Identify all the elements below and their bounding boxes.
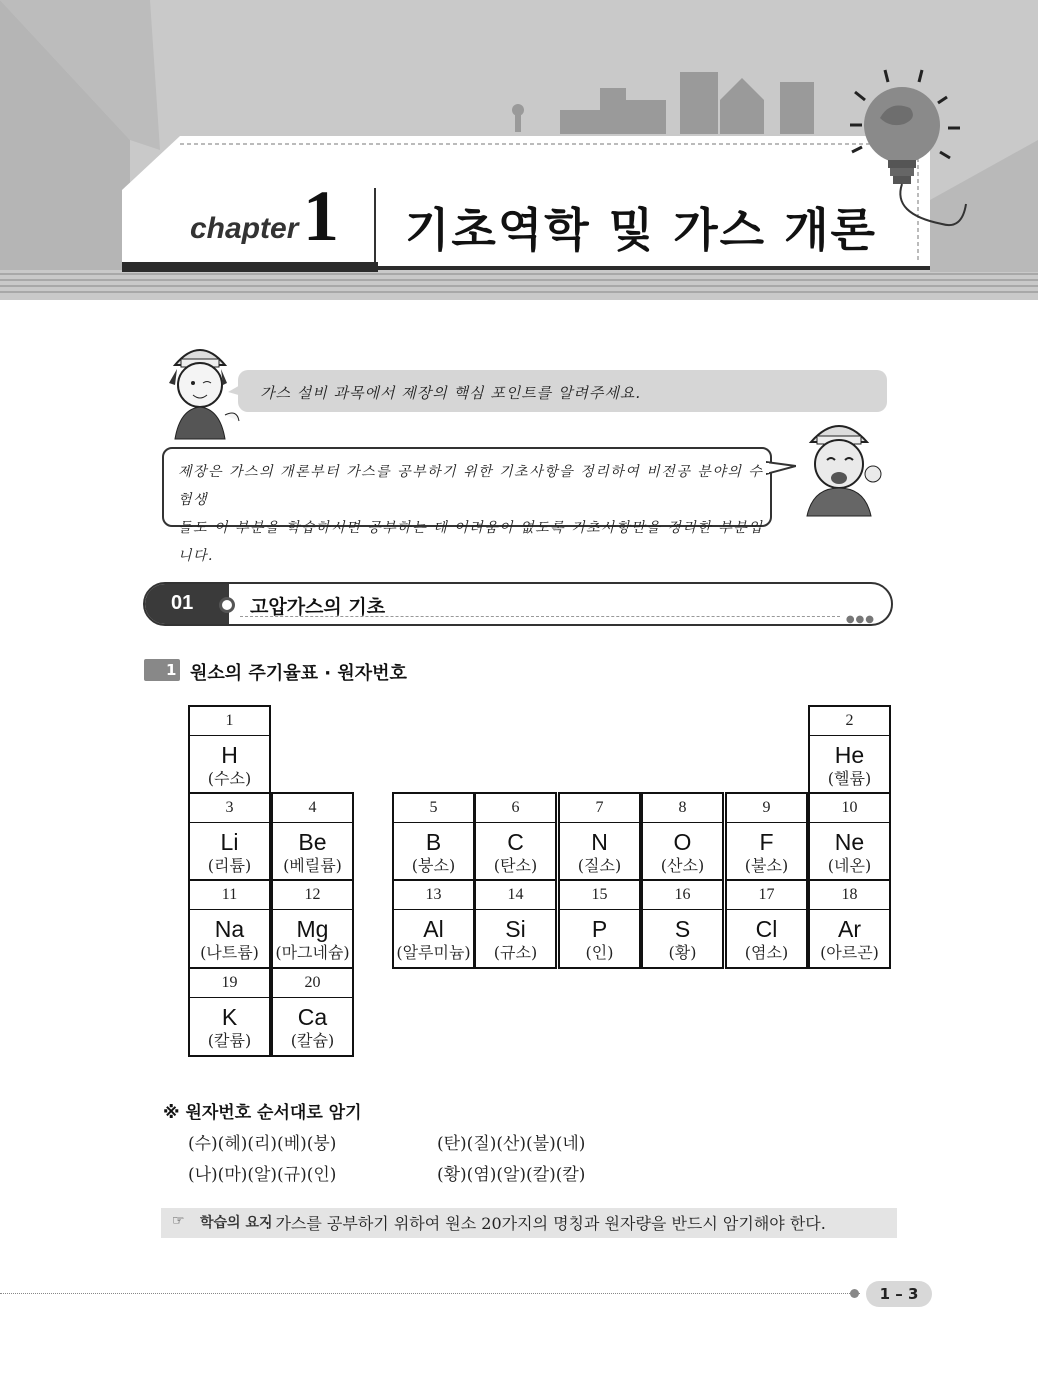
answer-text — [178, 458, 768, 570]
element-cell — [188, 967, 271, 1057]
element-korean-name: (나트륨) — [200, 943, 259, 962]
memo-line: (나)(마)(알)(규)(인) — [188, 1165, 337, 1185]
element-symbol: N — [591, 829, 608, 855]
element-symbol: Ar — [838, 916, 861, 942]
element-cell — [474, 879, 557, 969]
answer-line: 들도 이 부분을 학습하시면 공부하는 데 어려움이 없도록 기초사항만을 정리한 부분입니다. — [178, 520, 764, 564]
atomic-number: 10 — [810, 794, 889, 823]
section-bullet-icon — [219, 597, 235, 613]
element-cell — [808, 705, 891, 795]
element-cell — [188, 792, 271, 882]
memo-line: (탄)(질)(산)(불)(네) — [437, 1134, 586, 1154]
atomic-number: 12 — [273, 881, 352, 910]
element-cell — [271, 792, 354, 882]
element-symbol: Na — [214, 916, 245, 942]
teacher-character-icon — [793, 412, 888, 517]
chapter-title: 기초역학 및 가스 개론 — [405, 203, 877, 257]
answer-line: 제장은 가스의 개론부터 가스를 공부하기 위한 기초사항을 정리하여 비전공 분야의 수험생 — [178, 464, 764, 508]
element-symbol: Ne — [834, 829, 865, 855]
element-symbol: Si — [505, 916, 526, 942]
element-symbol: Ca — [297, 1004, 328, 1030]
element-cell — [725, 879, 808, 969]
element-korean-name: (불소) — [744, 856, 789, 875]
element-cell — [808, 792, 891, 882]
element-cell — [641, 792, 724, 882]
atomic-number: 13 — [394, 881, 473, 910]
element-symbol: B — [425, 829, 442, 855]
element-cell — [725, 792, 808, 882]
element-korean-name: (탄소) — [493, 856, 538, 875]
element-symbol: He — [834, 742, 865, 768]
pointing-hand-icon: ☞ — [172, 1213, 185, 1229]
atomic-number: 20 — [273, 969, 352, 998]
element-korean-name: (산소) — [660, 856, 705, 875]
footer-rule — [0, 1293, 860, 1294]
atomic-number: 5 — [394, 794, 473, 823]
atomic-number: 4 — [273, 794, 352, 823]
element-cell — [392, 792, 475, 882]
tip-label: 학습의 요지 — [200, 1215, 273, 1231]
element-cell — [474, 792, 557, 882]
element-korean-name: (마그네슘) — [275, 943, 350, 962]
section-number: 01 — [171, 592, 194, 614]
atomic-number: 6 — [476, 794, 555, 823]
atomic-number: 2 — [810, 707, 889, 736]
bubble-tail-icon — [766, 458, 796, 478]
element-cell — [392, 879, 475, 969]
section-heading — [143, 582, 893, 626]
element-symbol: Al — [423, 916, 444, 942]
element-symbol: O — [673, 829, 692, 855]
element-symbol: Cl — [755, 916, 778, 942]
element-cell — [808, 879, 891, 969]
atomic-number: 16 — [643, 881, 722, 910]
chapter-label: chapter — [190, 212, 299, 245]
element-symbol: S — [674, 916, 691, 942]
memo-title: ※ 원자번호 순서대로 암기 — [163, 1103, 362, 1123]
element-symbol: P — [591, 916, 608, 942]
element-korean-name: (수소) — [207, 769, 252, 788]
atomic-number: 11 — [190, 881, 269, 910]
element-symbol: Mg — [296, 916, 329, 942]
element-symbol: Li — [220, 829, 239, 855]
section-title: 고압가스의 기초 — [250, 596, 386, 618]
element-cell — [271, 879, 354, 969]
atomic-number: 3 — [190, 794, 269, 823]
element-korean-name: (베릴륨) — [283, 856, 342, 875]
element-korean-name: (알루미늄) — [396, 943, 471, 962]
element-cell — [558, 879, 641, 969]
chapter-number: 1 — [303, 176, 339, 256]
atomic-number: 18 — [810, 881, 889, 910]
atomic-number: 19 — [190, 969, 269, 998]
atomic-number: 17 — [727, 881, 806, 910]
element-korean-name: (칼륨) — [207, 1031, 252, 1050]
element-korean-name: (네온) — [827, 856, 872, 875]
atomic-number: 15 — [560, 881, 639, 910]
element-korean-name: (황) — [668, 943, 697, 962]
element-symbol: F — [759, 829, 774, 855]
element-symbol: Be — [298, 829, 327, 855]
element-symbol: K — [221, 1004, 238, 1030]
memo-line: (수)(헤)(리)(베)(붕) — [188, 1134, 337, 1154]
bubble-tail-icon — [228, 382, 242, 398]
atomic-number: 8 — [643, 794, 722, 823]
element-korean-name: (염소) — [744, 943, 789, 962]
element-korean-name: (리튬) — [207, 856, 252, 875]
section-dots-icon: ●●● — [845, 614, 875, 625]
element-korean-name: (헬륨) — [827, 769, 872, 788]
footer-dot-icon — [850, 1289, 859, 1298]
tip-text: : 가스를 공부하기 위하여 원소 20가지의 명칭과 원자량을 반드시 암기해야 한다. — [265, 1214, 826, 1233]
element-korean-name: (인) — [585, 943, 614, 962]
element-korean-name: (붕소) — [411, 856, 456, 875]
element-symbol: C — [507, 829, 524, 855]
element-cell — [188, 705, 271, 795]
element-cell — [271, 967, 354, 1057]
subsection-number: 1 — [166, 661, 177, 679]
atomic-number: 7 — [560, 794, 639, 823]
element-symbol: H — [221, 742, 238, 768]
element-cell — [188, 879, 271, 969]
element-korean-name: (칼슘) — [290, 1031, 335, 1050]
element-cell — [641, 879, 724, 969]
subsection-title: 원소의 주기율표 · 원자번호 — [190, 663, 407, 684]
atomic-number: 1 — [190, 707, 269, 736]
element-korean-name: (질소) — [577, 856, 622, 875]
section-underline — [240, 616, 840, 617]
element-korean-name: (규소) — [493, 943, 538, 962]
atomic-number: 9 — [727, 794, 806, 823]
element-cell — [558, 792, 641, 882]
atomic-number: 14 — [476, 881, 555, 910]
element-korean-name: (아르곤) — [820, 943, 879, 962]
memo-line: (황)(염)(알)(칼)(칼) — [437, 1165, 586, 1185]
page-number: 1 – 3 — [866, 1281, 932, 1307]
question-text: 가스 설비 과목에서 제장의 핵심 포인트를 알려주세요. — [260, 384, 642, 402]
